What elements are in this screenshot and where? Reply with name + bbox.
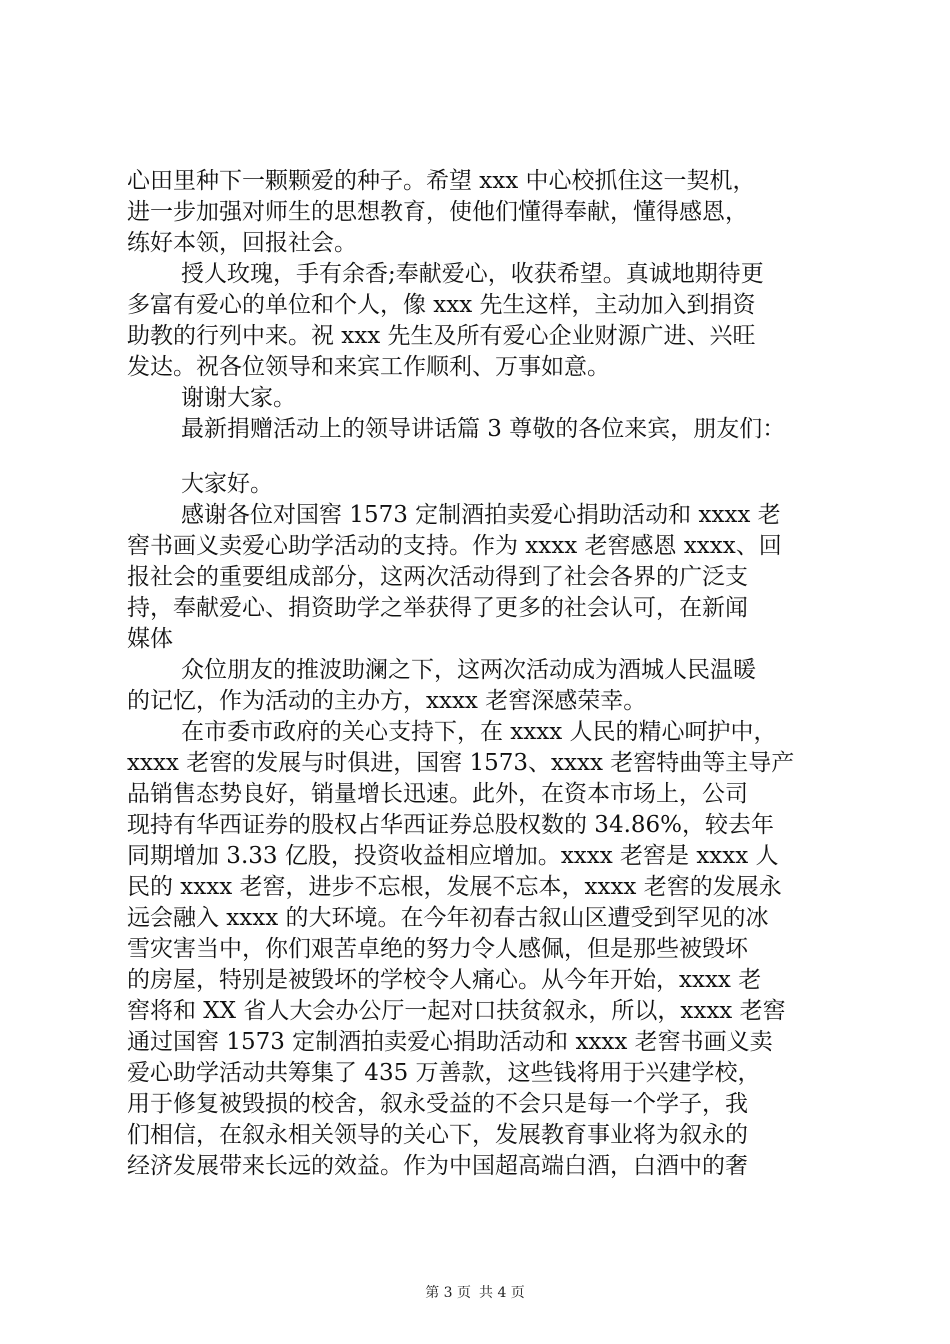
text-line: 远会融入 xxxx 的大环境。在今年初春古叙山区遭受到罕见的冰 [127,905,769,931]
text-line: 雪灾害当中，你们艰苦卓绝的努力令人感佩，但是那些被毁坏 [127,936,748,962]
paragraph-start-line: 感谢各位对国窖 1573 定制酒拍卖爱心捐助活动和 xxxx 老 [181,502,781,528]
paragraph-start-line: 谢谢大家。 [181,385,296,411]
text-line: 通过国窖 1573 定制酒拍卖爱心捐助活动和 xxxx 老窖书画义卖 [127,1029,773,1055]
text-line: 民的 xxxx 老窖，进步不忘根，发展不忘本，xxxx 老窖的发展永 [127,874,782,900]
text-line: 的记忆，作为活动的主办方，xxxx 老窖深感荣幸。 [127,688,647,714]
text-line: 多富有爱心的单位和个人，像 xxx 先生这样，主动加入到捐资 [127,292,756,318]
text-line: 的房屋，特别是被毁坏的学校令人痛心。从今年开始，xxxx 老 [127,967,762,993]
text-line: 爱心助学活动共筹集了 435 万善款，这些钱将用于兴建学校， [127,1060,761,1086]
page-footer [0,1284,950,1302]
greeting-line: 大家好。 [181,471,273,497]
text-line: 持，奉献爱心、捐资助学之举获得了更多的社会认可，在新闻 [127,595,748,621]
page-total: 共 4 页 [479,1285,525,1301]
text-line: 现持有华西证券的股权占华西证券总股权数的 34.86%，较去年 [127,812,775,838]
text-line: 用于修复被毁损的校舍，叙永受益的不会只是每一个学子，我 [127,1091,748,1117]
paragraph-start-line: 众位朋友的推波助澜之下，这两次活动成为酒城人民温暖 [181,657,756,683]
text-line: 进一步加强对师生的思想教育，使他们懂得奉献，懂得感恩， [127,199,748,225]
document-body [127,166,847,1182]
text-line: 经济发展带来长远的效益。作为中国超高端白酒，白酒中的奢 [127,1153,748,1179]
text-line: 心田里种下一颗颗爱的种子。希望 xxx 中心校抓住这一契机， [127,168,756,194]
text-line: 练好本领，回报社会。 [127,230,357,256]
paragraph-start-line: 授人玫瑰，手有余香;奉献爱心，收获希望。真诚地期待更 [181,261,764,287]
section-heading-line: 最新捐赠活动上的领导讲话篇 3 尊敬的各位来宾，朋友们： [181,416,786,442]
text-line: 窖书画义卖爱心助学活动的支持。作为 xxxx 老窖感恩 xxxx、回 [127,533,782,559]
page-number: 第 3 页 [425,1285,471,1301]
text-line: 们相信，在叙永相关领导的关心下，发展教育事业将为叙永的 [127,1122,748,1148]
blank-line [127,445,847,469]
text-line: 品销售态势良好，销量增长迅速。此外，在资本市场上，公司 [127,781,748,807]
text-line: 窖将和 XX 省人大会办公厅一起对口扶贫叙永，所以，xxxx 老窖 [127,998,786,1024]
text-line: 媒体 [127,626,173,652]
text-line: 报社会的重要组成部分，这两次活动得到了社会各界的广泛支 [127,564,748,590]
text-line: 同期增加 3.33 亿股，投资收益相应增加。xxxx 老窖是 xxxx 人 [127,843,779,869]
text-line: 助教的行列中来。祝 xxx 先生及所有爱心企业财源广进、兴旺 [127,323,756,349]
paragraph-start-line: 在市委市政府的关心支持下，在 xxxx 人民的精心呵护中， [181,719,777,745]
text-line: xxxx 老窖的发展与时俱进，国窖 1573、xxxx 老窖特曲等主导产 [127,750,795,776]
text-line: 发达。祝各位领导和来宾工作顺利、万事如意。 [127,354,610,380]
